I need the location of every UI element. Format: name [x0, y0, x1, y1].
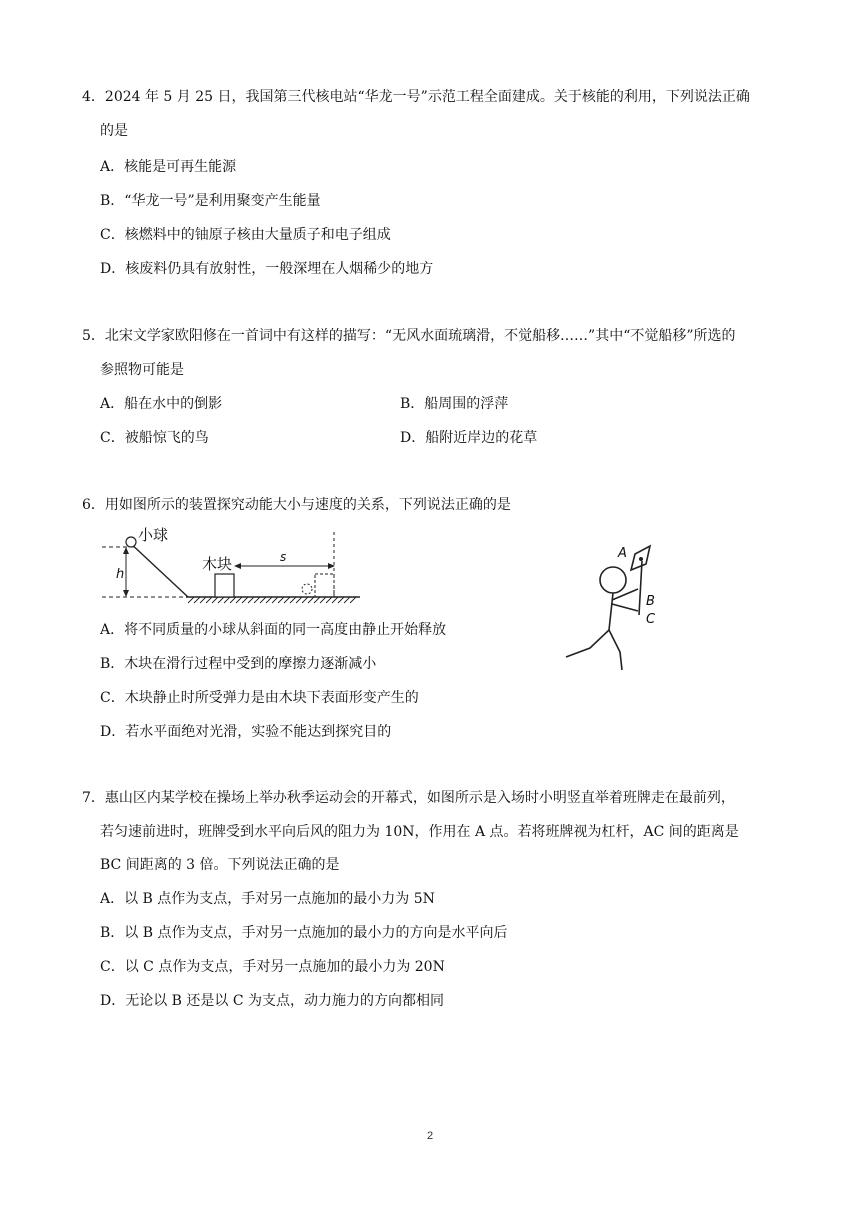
q6-option-b: B．木块在滑行过程中受到的摩擦力逐渐减小 — [100, 656, 377, 672]
block-final-position — [315, 574, 334, 597]
q5-stem-line1: 5．北宋文学家欧阳修在一首词中有这样的描写：“无风水面琉璃滑，不觉船移……”其中“不觉船移”所选的 — [82, 328, 736, 344]
label-b: B — [646, 594, 655, 609]
q4-stem-line1: 4．2024 年 5 月 25 日，我国第三代核电站“华龙一号”示范工程全面建成。关于核能的利用，下列说法正确 — [82, 89, 750, 105]
q7-stem-line2: 若匀速前进时，班牌受到水平向后风的阻力为 10N，作用在 A 点。若将班牌视为杠杆，AC 间的距离是 — [100, 824, 739, 840]
ground-hatching — [188, 597, 356, 603]
head — [600, 567, 626, 593]
q7-option-d: D．无论以 B 还是以 C 为支点，动力施力的方向都相同 — [100, 993, 445, 1009]
wooden-block — [215, 574, 234, 597]
q7-stem-line3: BC 间距离的 3 倍。下列说法正确的是 — [100, 857, 340, 873]
block-label: 木块 — [202, 555, 233, 573]
q5-option-b: B．船周围的浮萍 — [400, 396, 509, 412]
h-label: h — [116, 567, 125, 582]
q6-option-a: A．将不同质量的小球从斜面的同一高度由静止开始释放 — [100, 622, 447, 638]
ball-final-position — [302, 584, 312, 594]
q7-option-b: B．以 B 点作为支点，手对另一点施加的最小力的方向是水平向后 — [100, 925, 508, 941]
q5-option-c: C．被船惊飞的鸟 — [100, 430, 209, 446]
q7-stem-line1: 7．惠山区内某学校在操场上举办秋季运动会的开幕式，如图所示是入场时小明竖直举着班牌走在最前列， — [82, 790, 735, 806]
q4-option-a: A．核能是可再生能源 — [100, 159, 237, 175]
label-c: C — [646, 612, 656, 627]
s-label: s — [280, 550, 287, 564]
sign-holder-figure — [560, 540, 670, 672]
ball — [126, 537, 136, 547]
q7-option-c: C．以 C 点作为支点，手对另一点施加的最小力为 20N — [100, 959, 445, 975]
page-number: 2 — [427, 1130, 434, 1142]
q4-option-c: C．核燃料中的铀原子核由大量质子和电子组成 — [100, 227, 391, 243]
q6-option-c: C．木块静止时所受弹力是由木块下表面形变产生的 — [100, 690, 419, 706]
q6-stem: 6．用如图所示的装置探究动能大小与速度的关系，下列说法正确的是 — [82, 497, 511, 513]
q6-option-d: D．若水平面绝对光滑，实验不能达到探究目的 — [100, 724, 392, 740]
q4-option-d: D．核废料仍具有放射性，一般深埋在人烟稀少的地方 — [100, 261, 434, 277]
q5-stem-line2: 参照物可能是 — [100, 362, 184, 378]
label-a: A — [618, 546, 627, 561]
q5-option-d: D．船附近岸边的花草 — [400, 430, 538, 446]
q7-option-a: A．以 B 点作为支点，手对另一点施加的最小力为 5N — [100, 891, 435, 907]
ball-label: 小球 — [138, 526, 169, 544]
q4-option-b: B．“华龙一号”是利用聚变产生能量 — [100, 193, 321, 209]
incline-experiment-figure — [98, 524, 364, 608]
q4-stem-line2: 的是 — [100, 123, 128, 139]
q5-option-a: A．船在水中的倒影 — [100, 396, 223, 412]
